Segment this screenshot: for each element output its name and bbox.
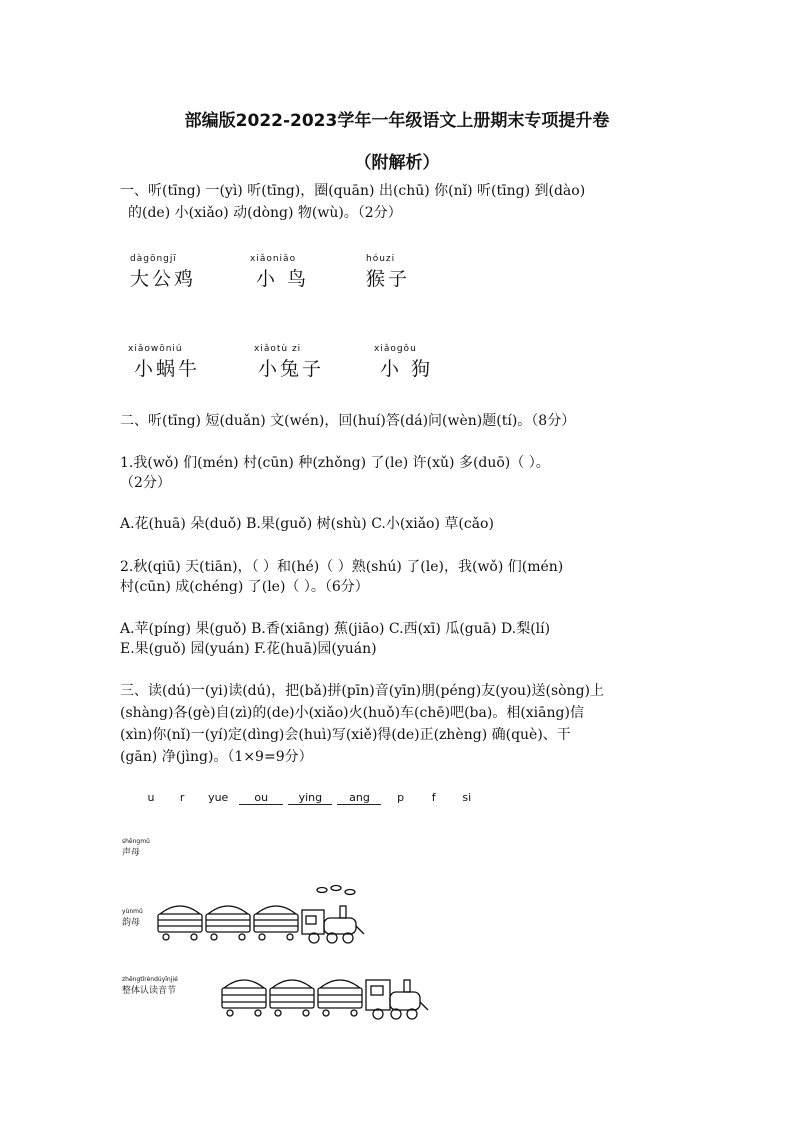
- letter-yue[interactable]: yue: [208, 791, 229, 804]
- train-label-shengmu: [122, 838, 150, 858]
- q1-text-line1: 1.我(wǒ) 们(mén) 村(cūn) 种(zhǒng) 了(le) 许(xǔ) 多(duō)（ ）。: [120, 455, 550, 471]
- word-pinyin: xiǎogǒu: [374, 344, 417, 354]
- letter-u[interactable]: u: [147, 791, 155, 804]
- wagon[interactable]: [254, 906, 298, 940]
- locomotive: [302, 886, 364, 944]
- q2-options-line1: A.苹(píng) 果(guǒ) B.香(xiāng) 蕉(jiāo) C.西(xī) 瓜(guā) D.梨(lí): [120, 621, 551, 637]
- page-subtitle: （附解析）: [354, 153, 440, 173]
- letter-p[interactable]: p: [397, 791, 405, 804]
- q2-text-line2: 村(cūn) 成(chéng) 了(le)（ ）。（6分）: [120, 579, 369, 595]
- train-label-pinyin: yùnmǔ: [122, 908, 143, 915]
- word-item[interactable]: [254, 344, 324, 381]
- word-pinyin: xiǎotù zi: [254, 344, 302, 354]
- page-title: 部编版2022-2023学年一年级语文上册期末专项提升卷: [184, 111, 610, 131]
- letter-ying[interactable]: ying: [288, 791, 332, 805]
- locomotive: [366, 980, 428, 1019]
- train-label-pinyin: zhěngtǐrèndúyīnjié: [122, 976, 178, 983]
- section3-heading-line3: (xìn)你(nǐ)一(yí)定(dìng)会(huì)写(xiě)得(de)正(zhèng) 确(què)、干: [120, 727, 571, 743]
- letter-f[interactable]: f: [431, 791, 436, 804]
- wagon[interactable]: [270, 980, 314, 1016]
- wagon[interactable]: [206, 906, 250, 940]
- train-yunmu-illustration: [150, 880, 370, 950]
- train-label-text: 声母: [122, 848, 141, 858]
- word-pinyin: hóuzi: [366, 254, 396, 264]
- word-hanzi: 小兔子: [258, 358, 325, 380]
- word-item[interactable]: [130, 254, 196, 291]
- wagon[interactable]: [222, 980, 266, 1016]
- word-pinyin: xiǎoniǎo: [250, 254, 297, 264]
- word-pinyin: xiǎowōniú: [128, 344, 183, 354]
- section3-heading-line2: (shàng)各(gè)自(zì)的(de)小(xiǎo)火(huǒ)车(chē)吧(ba)。相(xiāng)信: [120, 705, 584, 721]
- section1-heading-line1: 一、听(tīng) 一(yì) 听(tīng)，圈(quān) 出(chū) 你(nǐ) 听(tīng) 到(dào): [120, 183, 586, 199]
- letter-ou[interactable]: ou: [239, 791, 283, 805]
- word-hanzi: 小 鸟: [256, 268, 310, 290]
- train-label-pinyin: shēngmǔ: [122, 838, 150, 845]
- train-zhengti-illustration: [214, 958, 434, 1028]
- word-hanzi: 大公鸡: [130, 268, 197, 290]
- word-pinyin: dàgōngjī: [130, 254, 177, 264]
- letter-r[interactable]: r: [179, 791, 185, 804]
- word-hanzi: 猴子: [366, 268, 411, 290]
- word-item[interactable]: [250, 254, 309, 291]
- train-label-text: 韵母: [122, 918, 141, 928]
- word-item[interactable]: [374, 344, 433, 381]
- word-hanzi: 小 狗: [380, 358, 434, 380]
- word-item[interactable]: [128, 344, 200, 381]
- section3-heading-line1: 三、读(dú)一(yi)读(dú)，把(bǎ)拼(pīn)音(yīn)朋(péng)友(you)送(sòng)上: [120, 683, 604, 699]
- wagon[interactable]: [158, 906, 202, 940]
- wagon[interactable]: [318, 980, 362, 1016]
- train-label-yunmu: [122, 908, 143, 928]
- word-item[interactable]: [366, 254, 410, 291]
- section3-heading-line4: (gān) 净(jìng)。（1×9=9分）: [120, 749, 313, 765]
- train-label-zhengti: [122, 976, 178, 996]
- section1-heading-line2: 的(de) 小(xiǎo) 动(dòng) 物(wù)。（2分）: [128, 205, 402, 221]
- train-label-text: 整体认读音节: [122, 986, 177, 996]
- q1-text-line2: （2分）: [120, 475, 171, 491]
- word-hanzi: 小蜗牛: [134, 358, 201, 380]
- letter-ang[interactable]: ang: [337, 791, 381, 805]
- pinyin-letter-row: [140, 786, 481, 805]
- q2-text-line1: 2.秋(qiū) 天(tiān)，（ ）和(hé)（ ）熟(shú) 了(le)，我(wǒ) 们(mén): [120, 559, 564, 575]
- section2-heading: 二、听(tīng) 短(duǎn) 文(wén)，回(huí)答(dá)问(wèn)题(tí)。（8分）: [120, 413, 576, 429]
- q2-options-line2: E.果(guǒ) 园(yuán) F.花(huā)园(yuán): [120, 641, 377, 657]
- q1-options: A.花(huā) 朵(duǒ) B.果(guǒ) 树(shù) C.小(xiǎo) 草(cǎo): [120, 516, 494, 532]
- letter-si[interactable]: si: [462, 791, 472, 804]
